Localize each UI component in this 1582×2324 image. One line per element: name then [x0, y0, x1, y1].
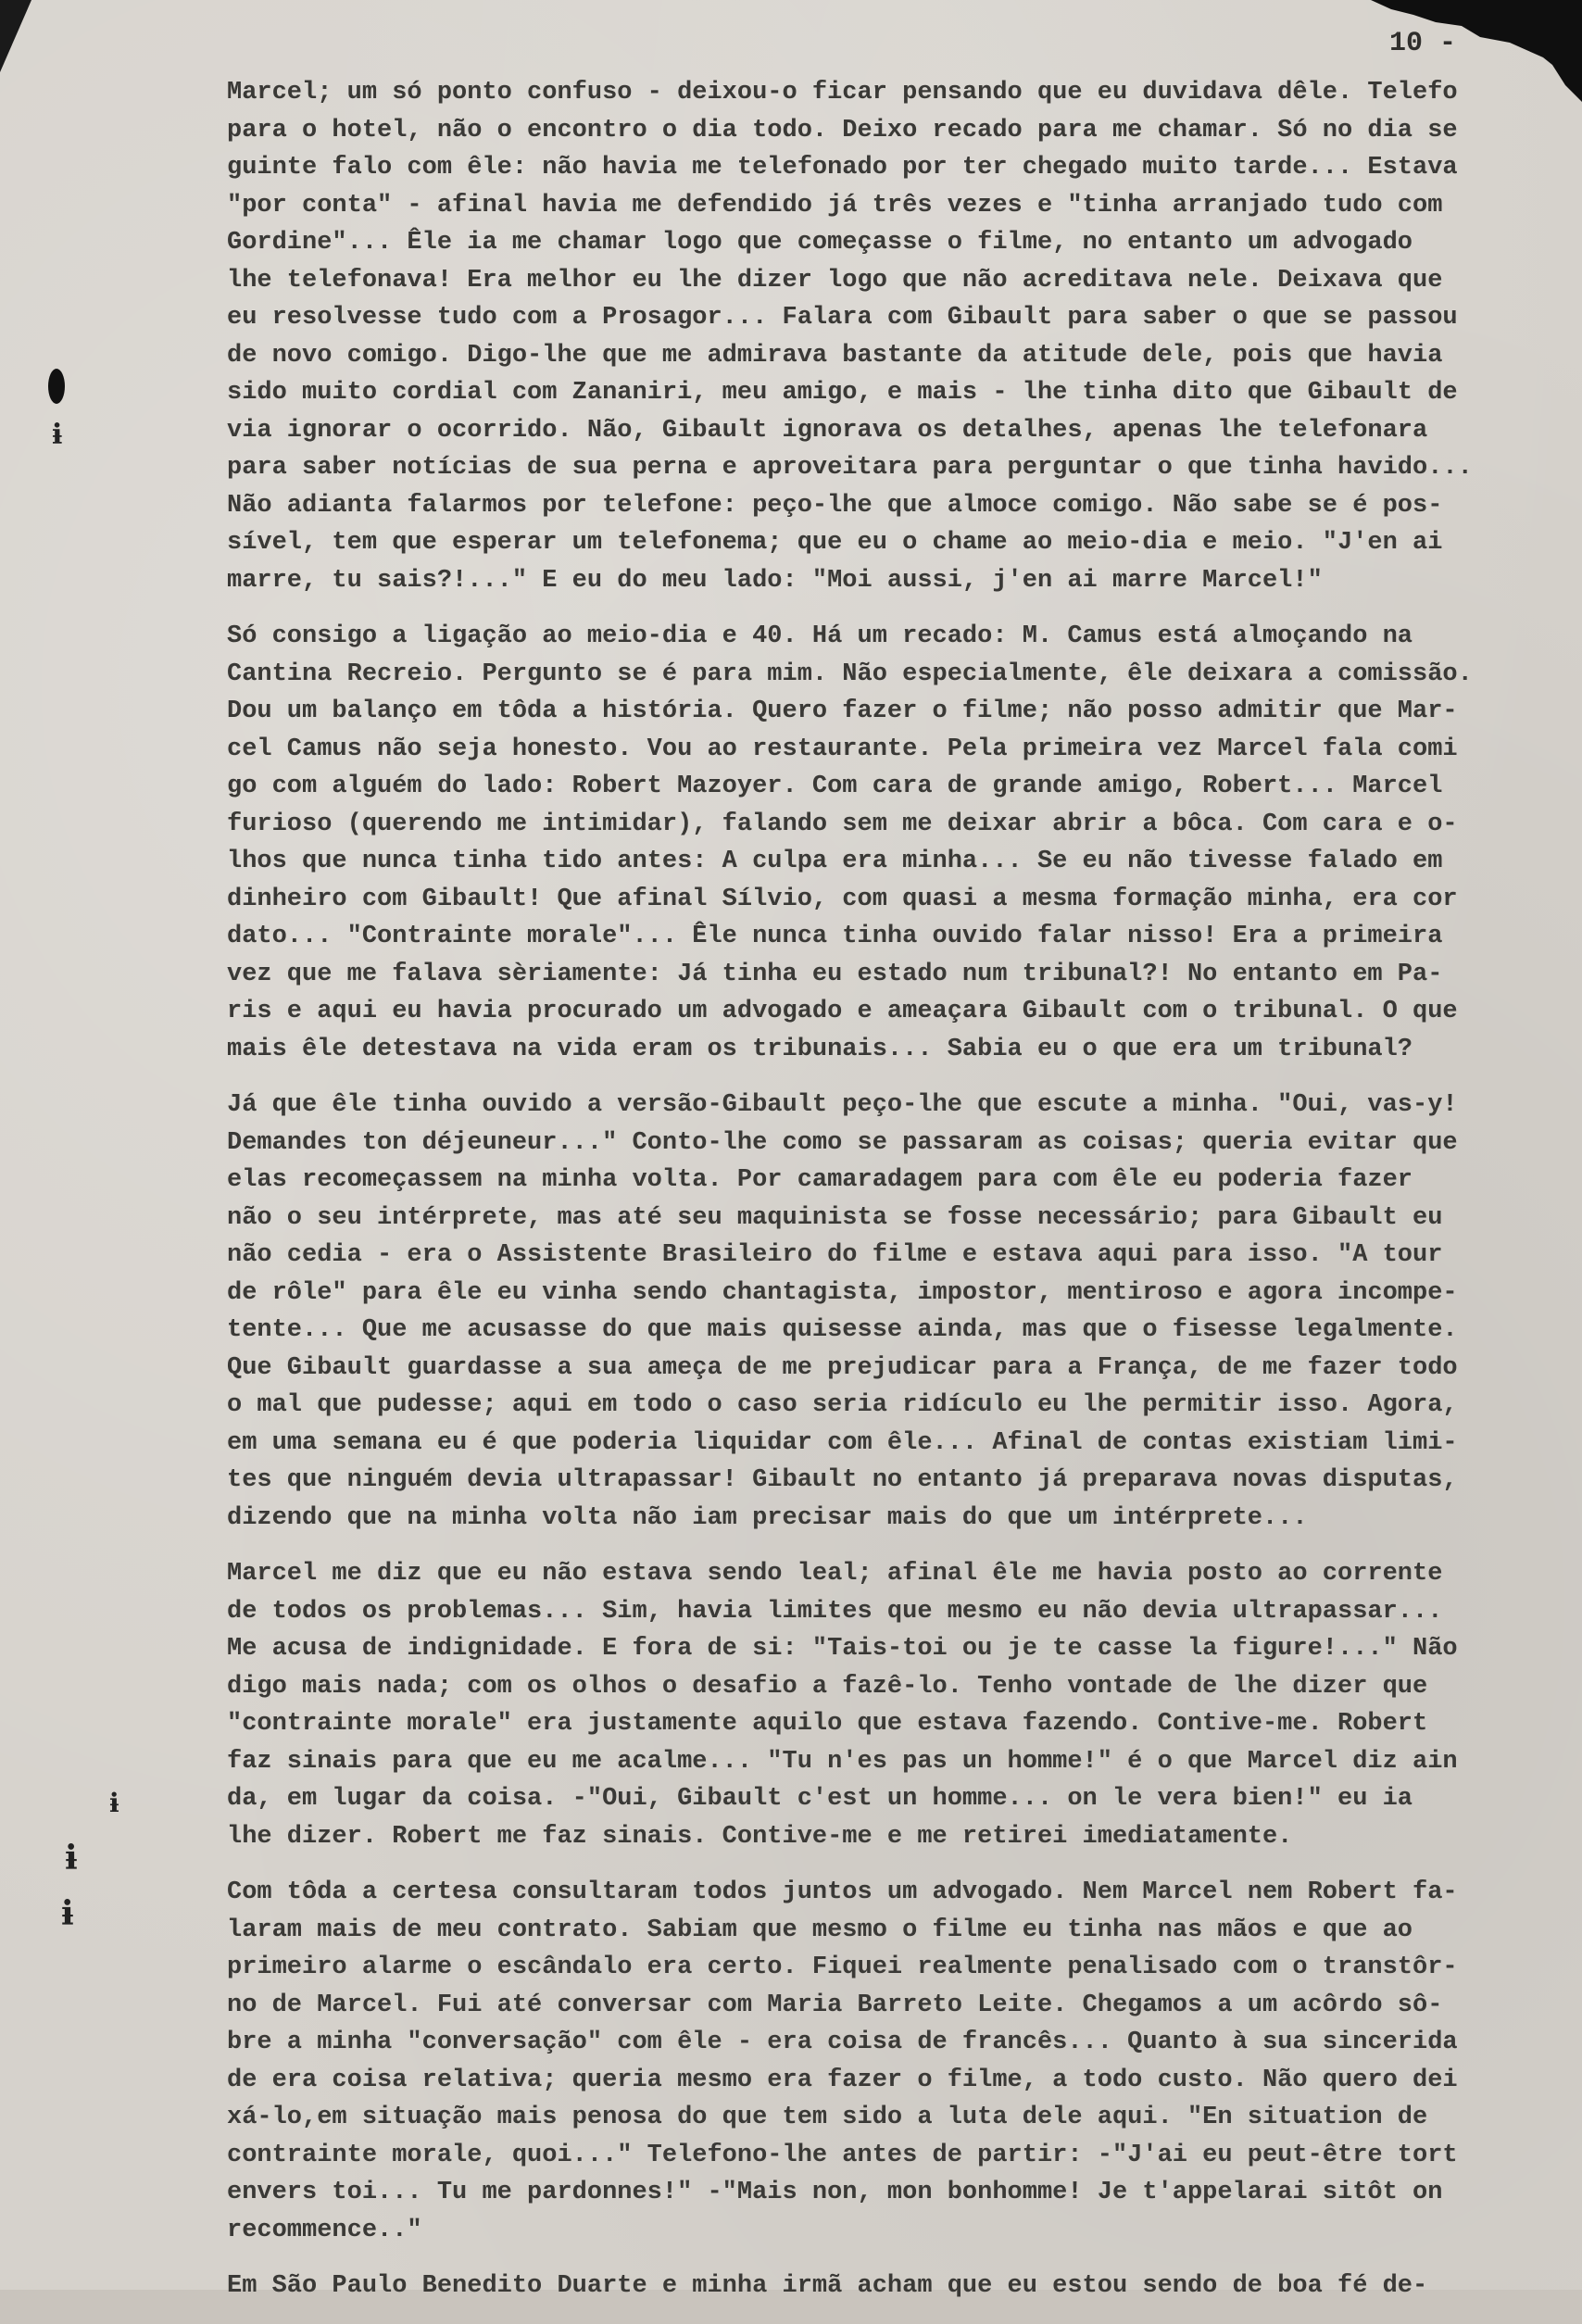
text-line: go com alguém do lado: Robert Mazoyer. Com cara de grande amigo, Robert... Marcel	[227, 773, 1443, 800]
text-line: de era coisa relativa; queria mesmo era fazer o filme, a todo custo. Não quero dei	[227, 2066, 1458, 2094]
text-line: laram mais de meu contrato. Sabiam que mesmo o filme eu tinha nas mãos e que ao	[227, 1916, 1413, 1944]
text-line: envers toi... Tu me pardonnes!" -"Mais non, mon bonhomme! Je t'appelarai sitôt on	[227, 2179, 1443, 2206]
text-line: não cedia - era o Assistente Brasileiro do filme e estava aqui para isso. "A tour	[227, 1241, 1443, 1269]
text-line: o mal que pudesse; aqui em todo o caso seria ridículo eu lhe permitir isso. Agora,	[227, 1391, 1458, 1419]
margin-mark: ɨ	[65, 1839, 78, 1878]
text-line: Dou um balanço em tôda a história. Quero fazer o filme; não posso admitir que Mar-	[227, 697, 1458, 725]
text-line: faz sinais para que eu me acalme... "Tu n'es pas un homme!" é o que Marcel diz ain	[227, 1747, 1458, 1776]
text-line: não o seu intérprete, mas até seu maquinista se fosse necessário; para Gibault eu	[227, 1203, 1443, 1232]
scan-shadow-corner	[0, 0, 31, 72]
text-line: Já que êle tinha ouvido a versão-Gibault peço-lhe que escute a minha. "Oui, vas-y!	[227, 1091, 1458, 1119]
text-line: Gordine"... Êle ia me chamar logo que começasse o filme, no entanto um advogado	[227, 229, 1413, 257]
text-line: Demandes ton déjeuneur..." Conto-lhe como se passaram as coisas; queria evitar que	[227, 1128, 1458, 1157]
text-line: sível, tem que esperar um telefonema; que eu o chame ao meio-dia e meio. "J'en ai	[227, 529, 1443, 557]
text-line: tente... Que me acusasse do que mais quisesse ainda, mas que o fisesse legalmente.	[227, 1316, 1458, 1344]
text-line: furioso (querendo me intimidar), falando sem me deixar abrir a bôca. Com cara e o-	[227, 810, 1458, 838]
text-line: Em São Paulo Benedito Duarte e minha irmã acham que eu estou sendo de boa fé de-	[227, 2272, 1428, 2300]
text-line: digo mais nada; com os olhos o desafio a fazê-lo. Tenho vontade de lhe dizer que	[227, 1672, 1428, 1701]
text-line: Não adianta falarmos por telefone: peço-lhe que almoce comigo. Não sabe se é pos-	[227, 491, 1443, 520]
text-line: bre a minha "conversação" com êle - era coisa de francês... Quanto à sua sincerida	[227, 2029, 1458, 2056]
text-line: ris e aqui eu havia procurado um advogado e ameaçara Gibault com o tribunal. O que	[227, 998, 1458, 1025]
margin-mark: ɨ	[61, 1894, 74, 1933]
typewritten-text	[227, 74, 1570, 2324]
paragraph	[227, 74, 1570, 599]
text-line: "contrainte morale" era justamente aquilo que estava fazendo. Contive-me. Robert	[227, 1710, 1428, 1738]
text-line: vez que me falava sèriamente: Já tinha eu estado num tribunal?! No entanto em Pa-	[227, 960, 1443, 988]
text-line: Marcel me diz que eu não estava sendo leal; afinal êle me havia posto ao corrente	[227, 1560, 1443, 1588]
paragraph	[227, 1874, 1570, 2249]
margin-ink-blot	[48, 369, 65, 404]
text-line: para o hotel, não o encontro o dia todo. Deixo recado para me chamar. Só no dia se	[227, 116, 1458, 144]
text-line: xá-lo,em situação mais penosa do que tem sido a luta dele aqui. "En situation de	[227, 2104, 1428, 2131]
text-line: eu resolvesse tudo com a Prosagor... Falara com Gibault para saber o que se passou	[227, 304, 1458, 332]
text-line: de todos os problemas... Sim, havia limites que mesmo eu não devia ultrapassar...	[227, 1597, 1443, 1626]
text-line: Que Gibault guardasse a sua ameça de me prejudicar para a França, de me fazer todo	[227, 1353, 1458, 1382]
text-line: mais êle detestava na vida eram os tribunais... Sabia eu o que era um tribunal?	[227, 1035, 1413, 1063]
text-line: Cantina Recreio. Pergunto se é para mim. Não especialmente, êle deixara a comissão.	[227, 660, 1473, 688]
text-line: lhos que nunca tinha tido antes: A culpa era minha... Se eu não tivesse falado em	[227, 848, 1443, 875]
text-line: "por conta" - afinal havia me defendido já três vezes e "tinha arranjado tudo com	[227, 191, 1443, 220]
text-line: Só consigo a ligação ao meio-dia e 40. Há um recado: M. Camus está almoçando na	[227, 622, 1413, 650]
text-line: guinte falo com êle: não havia me telefonado por ter chegado muito tarde... Estava	[227, 154, 1458, 182]
text-line: via ignorar o ocorrido. Não, Gibault ignorava os detalhes, apenas lhe telefonara	[227, 416, 1428, 445]
text-line: Me acusa de indignidade. E fora de si: "Tais-toi ou je te casse la figure!..." Não	[227, 1635, 1458, 1663]
text-line: lhe dizer. Robert me faz sinais. Contive-me e me retirei imediatamente.	[227, 1822, 1293, 1851]
page-number: 10 -	[1389, 28, 1457, 59]
text-line: em uma semana eu é que poderia liquidar com êle... Afinal de contas existiam limi-	[227, 1428, 1458, 1457]
text-line: dato... "Contrainte morale"... Êle nunca tinha ouvido falar nisso! Era a primeira	[227, 923, 1443, 950]
paragraph	[227, 618, 1570, 1068]
text-line: elas recomeçassem na minha volta. Por camaradagem para com êle eu poderia fazer	[227, 1166, 1413, 1194]
text-line: Com tôda a certesa consultaram todos juntos um advogado. Nem Marcel nem Robert fa-	[227, 1878, 1458, 1906]
text-line: contrainte morale, quoi..." Telefono-lhe antes de partir: -"J'ai eu peut-être tort	[227, 2141, 1458, 2169]
text-line: Marcel; um só ponto confuso - deixou-o ficar pensando que eu duvidava dêle. Telefo	[227, 79, 1458, 107]
text-line: marre, tu sais?!..." E eu do meu lado: "Moi aussi, j'en ai marre Marcel!"	[227, 566, 1323, 595]
text-line: de novo comigo. Digo-lhe que me admirava bastante da atitude dele, pois que havia	[227, 341, 1443, 370]
text-line: da, em lugar da coisa. -"Oui, Gibault c'est un homme... on le vera bien!" eu ia	[227, 1785, 1413, 1813]
text-line: lhe telefonava! Era melhor eu lhe dizer logo que não acreditava nele. Deixava que	[227, 266, 1443, 295]
paragraph	[227, 1555, 1570, 1855]
margin-mark: ɨ	[109, 1788, 119, 1818]
text-line: de rôle" para êle eu vinha sendo chantagista, impostor, mentiroso e agora incompe-	[227, 1278, 1458, 1307]
text-line: tes que ninguém devia ultrapassar! Gibault no entanto já preparava novas disputas,	[227, 1466, 1458, 1494]
text-line: sido muito cordial com Zananiri, meu amigo, e mais - lhe tinha dito que Gibault de	[227, 379, 1458, 407]
paragraph	[227, 1087, 1570, 1537]
text-line: dinheiro com Gibault! Que afinal Sílvio, com quasi a mesma formação minha, era cor	[227, 885, 1458, 913]
text-line: dizendo que na minha volta não iam precisar mais do que um intérprete...	[227, 1503, 1308, 1532]
margin-mark: ɨ	[52, 419, 63, 451]
text-line: primeiro alarme o escândalo era certo. Fiquei realmente penalisado com o transtôr-	[227, 1953, 1458, 1981]
paragraph	[227, 2267, 1570, 2305]
text-line: cel Camus não seja honesto. Vou ao restaurante. Pela primeira vez Marcel fala comi	[227, 735, 1458, 763]
text-line: recommence.."	[227, 2216, 422, 2244]
text-line: para saber notícias de sua perna e aproveitara para perguntar o que tinha havido...	[227, 454, 1473, 482]
text-line: no de Marcel. Fui até conversar com Maria Barreto Leite. Chegamos a um acôrdo sô-	[227, 1991, 1443, 2019]
